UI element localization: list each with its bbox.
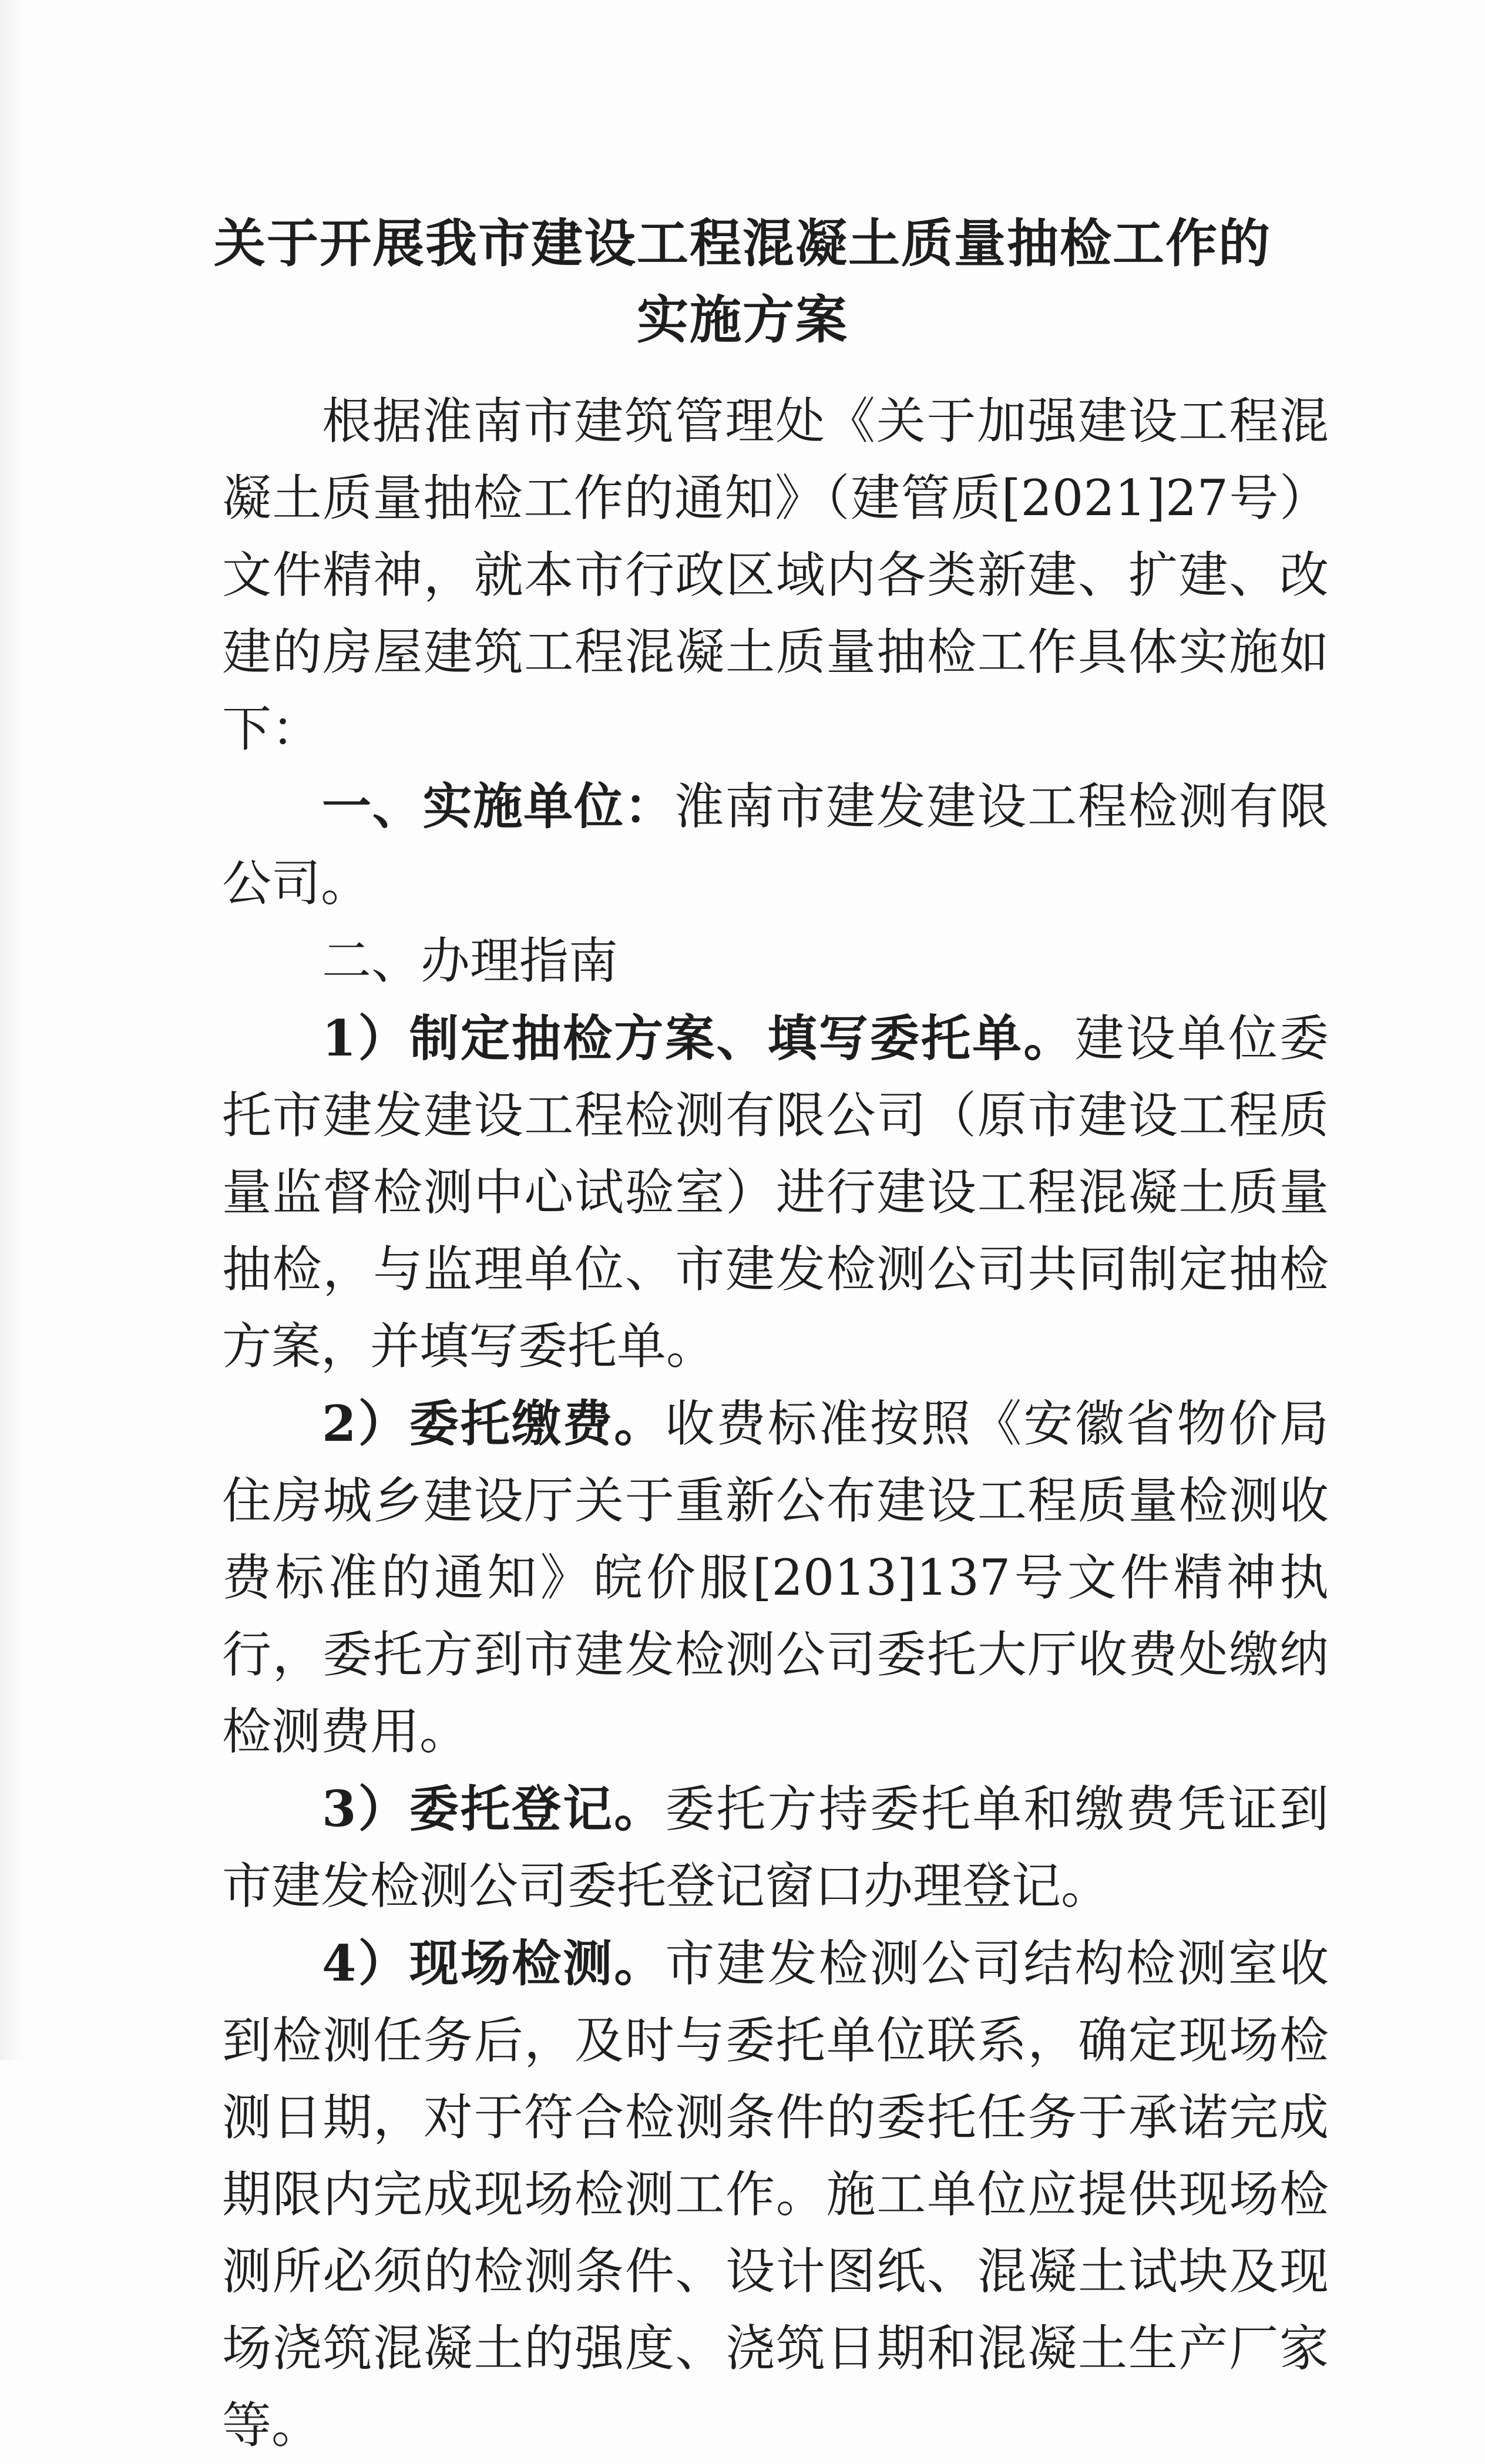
paragraph-lead: 2）委托缴费。 — [322, 1394, 666, 1453]
document-title-line-2: 实施方案 — [636, 290, 848, 350]
document-title-line-1: 关于开展我市建设工程混凝土质量抽检工作的 — [213, 213, 1271, 274]
paragraph-text: 淮南市建发建设工程检测有限公司。 — [222, 778, 1329, 912]
paragraph-text: 委托方持委托单和缴费凭证到市建发检测公司委托登记窗口办理登记。 — [222, 1780, 1329, 1915]
paragraph-lead: 4）现场检测。 — [322, 1934, 666, 1992]
step-3-paragraph — [222, 1770, 1329, 1925]
step-4-paragraph — [222, 1925, 1329, 2464]
section-handling-guide — [222, 922, 1329, 1000]
paragraph-text: 建设单位委托市建发建设工程检测有限公司（原市建设工程质量监督检测中心试验室）进行建设工程混凝土质量抽检，与监理单位、市建发检测公司共同制定抽检方案，并填写委托单。 — [222, 1010, 1329, 1375]
intro-paragraph — [222, 382, 1329, 768]
paragraph-lead: 3）委托登记。 — [322, 1780, 666, 1838]
paragraph-text: 根据淮南市建筑管理处《关于加强建设工程混凝土质量抽检工作的通知》（建管质[2021]27号）文件精神，就本市行政区域内各类新建、扩建、改建的房屋建筑工程混凝土质量抽检工作具体实施如下： — [222, 392, 1329, 758]
paragraph-text: 二、办理指南 — [322, 932, 619, 990]
paragraph-lead: 1）制定抽检方案、填写委托单。 — [322, 1009, 1075, 1067]
paragraph-lead: 一、实施单位： — [322, 777, 675, 835]
section-implementing-unit — [222, 768, 1329, 922]
step-2-paragraph — [222, 1385, 1329, 1770]
paragraph-text: 收费标准按照《安徽省物价局住房城乡建设厅关于重新公布建设工程质量检测收费标准的通知》皖价服[2013]137号文件精神执行，委托方到市建发检测公司委托大厅收费处缴纳检测费用。 — [222, 1395, 1329, 1760]
paragraph-text: 市建发检测公司结构检测室收到检测任务后，及时与委托单位联系，确定现场检测日期，对于符合检测条件的委托任务于承诺完成期限内完成现场检测工作。施工单位应提供现场检测所必须的检测条件、设计图纸、混凝土试块及现场浇筑混凝土的强度、浇筑日期和混凝土生产厂家等。 — [222, 1935, 1329, 2454]
document-body — [222, 382, 1329, 2464]
step-1-paragraph — [222, 1000, 1329, 1385]
